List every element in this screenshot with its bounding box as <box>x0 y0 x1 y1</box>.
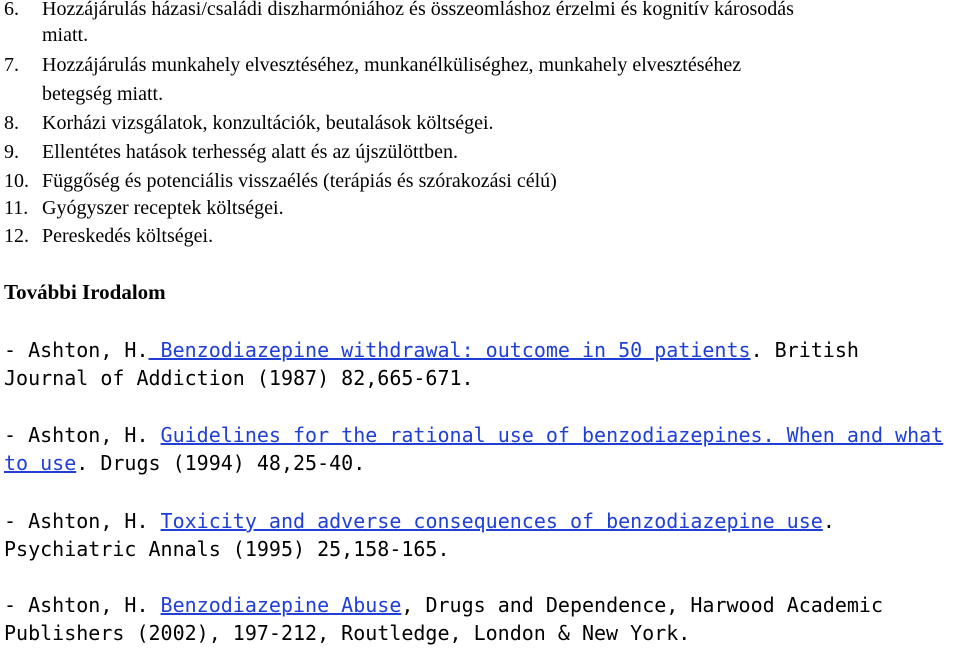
list-item-text-continued: betegség miatt. <box>42 83 164 105</box>
reference-author: - Ashton, H. <box>4 593 161 617</box>
list-item-text: Pereskedés költségei. <box>42 225 214 247</box>
list-item-number: 10. <box>4 170 29 192</box>
reference-author: - Ashton, H. <box>4 423 161 447</box>
list-item-text-continued: miatt. <box>42 24 89 46</box>
reference-author: - Ashton, H. <box>4 338 149 362</box>
reference-author: - Ashton, H. <box>4 509 161 533</box>
reference-link[interactable]: Benzodiazepine withdrawal: outcome in 50 patients <box>148 338 751 362</box>
reference-entry <box>4 591 944 647</box>
list-item-number: 11. <box>4 197 29 219</box>
reference-source: . British Journal of Addiction (1987) 82,665-671. <box>4 338 859 390</box>
section-heading: További Irodalom <box>4 280 166 304</box>
list-item-text: Hozzájárulás munkahely elvesztéséhez, munkanélküliséghez, munkahely elvesztéséhez <box>42 54 742 76</box>
reference-entry <box>4 421 944 477</box>
list-item-text: Ellentétes hatások terhesség alatt és az újszülöttben. <box>42 141 458 163</box>
reference-link[interactable]: Guidelines for the rational use of benzodiazepines. When and what to use <box>4 423 944 475</box>
list-item-text: Gyógyszer receptek költségei. <box>42 197 284 219</box>
reference-link[interactable]: Toxicity and adverse consequences of benzodiazepine use <box>160 509 823 533</box>
list-item-number: 7. <box>4 54 19 76</box>
reference-entry <box>4 336 944 392</box>
list-item-number: 12. <box>4 225 29 247</box>
reference-source: . Drugs (1994) 48,25-40. <box>76 451 366 475</box>
list-item-number: 8. <box>4 112 19 134</box>
list-item-number: 6. <box>4 0 19 20</box>
list-item-text: Függőség és potenciális visszaélés (terápiás és szórakozási célú) <box>42 170 557 192</box>
reference-link[interactable]: Benzodiazepine Abuse <box>160 593 402 617</box>
list-item-text: Korházi vizsgálatok, konzultációk, beutalások költségei. <box>42 112 494 134</box>
reference-entry <box>4 507 944 563</box>
reference-source: , Drugs and Dependence, Harwood Academic Publishers (2002), 197-212, Routledge, London & New York. <box>4 593 884 645</box>
list-item-text: Hozzájárulás házasi/családi diszharmóniához és összeomláshoz érzelmi és kognitív károsodás <box>42 0 794 20</box>
reference-source: . Psychiatric Annals (1995) 25,158-165. <box>4 509 835 561</box>
list-item-number: 9. <box>4 141 19 163</box>
